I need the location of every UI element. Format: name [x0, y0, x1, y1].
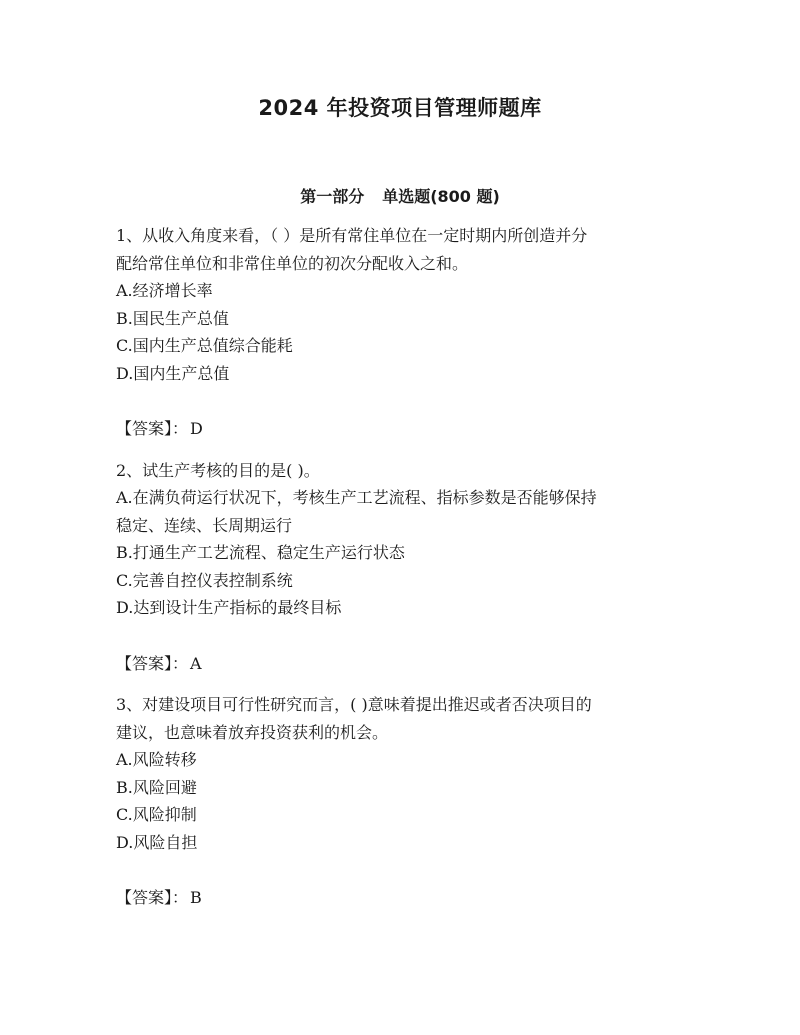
option-d: D.达到设计生产指标的最终目标 [116, 598, 342, 617]
option-b: B.风险回避 [116, 777, 197, 797]
option-a-continued: 稳定、连续、长周期运行 [116, 515, 293, 535]
answer-label: 【答案】： [116, 888, 189, 907]
answer-value: D [190, 419, 203, 438]
answer-line [116, 650, 676, 678]
section-part: 第一部分 [300, 187, 365, 206]
answer-value: A [190, 653, 202, 673]
option-a: A.风险转移 [116, 750, 197, 769]
option-a: A.在满负荷运行状况下，考核生产工艺流程、指标参数是否能够保持 [116, 488, 597, 507]
option-c: C.风险抑制 [116, 805, 197, 824]
option-c: C.国内生产总值综合能耗 [116, 336, 293, 355]
question-list [116, 222, 676, 926]
option-b: B.打通生产工艺流程、稳定生产运行状态 [116, 543, 405, 562]
question-stem-line: 配给常住单位和非常住单位的初次分配收入之和。 [116, 253, 469, 273]
question-2 [116, 457, 676, 678]
question-1 [116, 222, 676, 443]
option-d: D.国内生产总值 [116, 363, 230, 383]
answer-value: B [190, 888, 202, 907]
option-b: B.国民生产总值 [116, 308, 229, 328]
question-stem-line: 2、试生产考核的目的是( )。 [116, 460, 320, 480]
option-d: D.风险自担 [116, 832, 198, 852]
question-stem-line: 建议，也意味着放弃投资获利的机会。 [116, 722, 389, 742]
question-3 [116, 691, 676, 912]
option-a: A.经济增长率 [116, 281, 213, 300]
answer-line [116, 884, 676, 912]
answer-line [116, 415, 676, 443]
section-name: 单选题(800 题) [382, 187, 500, 206]
section-heading [0, 184, 800, 207]
option-c: C.完善自控仪表控制系统 [116, 570, 293, 590]
answer-label: 【答案】： [116, 419, 189, 438]
question-stem-line: 3、对建设项目可行性研究而言，( )意味着提出推迟或者否决项目的 [116, 695, 592, 714]
question-stem-line: 1、从收入角度来看，（ ）是所有常住单位在一定时期内所创造并分 [116, 226, 588, 245]
answer-label: 【答案】： [116, 653, 189, 673]
document-title: 2024 年投资项目管理师题库 [258, 96, 542, 120]
